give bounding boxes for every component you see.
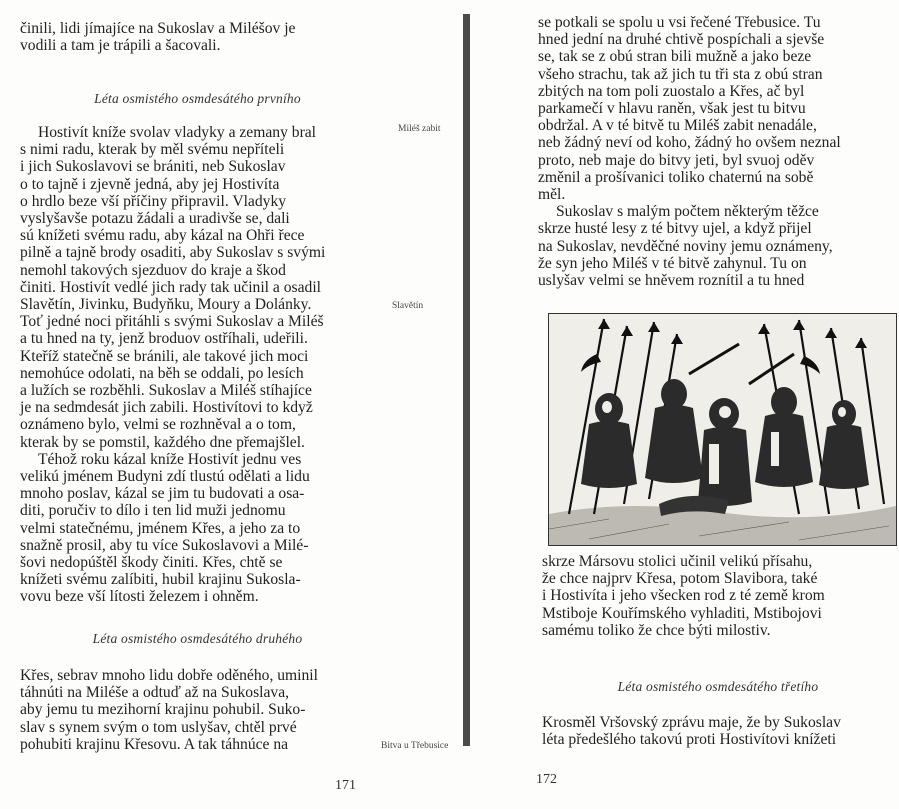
text-line: diti, poručiv to dílo i ten lid muži jednomu	[20, 502, 286, 520]
text-line: proto, neb maje do bitvy jeti, byl svuoj oděv	[538, 151, 815, 169]
text-line: činiti. Hostivít vedlé jich rady tak učinil a osadil	[20, 278, 321, 296]
text-line: i Hostivíta i jeho všecken rod z té země krom	[542, 587, 825, 605]
text-line: skrze husté lesy z té bitvy ujel, a když přijel	[538, 220, 812, 238]
text-line: aby jemu tu mezihorní krajinu pohubil. Suko-	[20, 701, 306, 719]
text-line: skrze Mársovu stolici učinil velikú přísahu,	[542, 553, 813, 570]
text-line: parkamečí v hlavu raněn, však jest tu bitvu	[538, 100, 806, 118]
text-line: Mstiboje Kouřímského vyhladiti, Mstibojovi	[542, 604, 822, 622]
text-line: pilně a tajně brody osaditi, aby Sukoslav s svými	[20, 244, 326, 262]
text-line: obdržal. A v té bitvě tu Miléš zabit nenadále,	[538, 117, 817, 135]
text-line: nemohúce odolati, na běh se oddali, po lesích	[20, 364, 304, 382]
text-line: knížeti svému zalíbiti, hubil krajinu Sukosla-	[20, 571, 301, 589]
text-line: činili, lidi jímajíce na Sukoslav a Miléšov je	[20, 20, 296, 37]
text-line: a lužích se rozběhli. Sukoslav a Miléš stíhajíce	[20, 382, 312, 400]
text-line: pohubiti krajinu Křesovu. A tak táhnúce na	[20, 735, 289, 753]
text-line: na Sukoslav, nevděčné noviny jemu oznámeny,	[538, 237, 833, 255]
text-line: hned jední na druhé chtivě pospíchali a sjevše	[538, 31, 825, 49]
oath-paragraph	[542, 553, 894, 639]
text-line: že chce najprv Křesa, potom Slavibora, také	[542, 570, 818, 588]
margin-note-miles-zabit: Miléš zabit	[398, 124, 441, 134]
text-line: Téhož roku kázal kníže Hostivít jednu ves	[38, 450, 302, 468]
text-line: Slavětín, Jivinku, Budyňku, Moury a Dolánky.	[20, 296, 312, 314]
text-line: vodili a tam je trápili a šacovali.	[20, 37, 221, 55]
text-line: velmi statečnému, jménem Křes, a jeho za to	[20, 519, 301, 537]
battle-woodcut-illustration	[548, 313, 897, 546]
text-line: šovi nedopúštěl škody činiti. Křes, chtě se	[20, 554, 283, 572]
text-line: Krosměl Vršovský zprávu maje, že by Sukoslav	[542, 714, 841, 731]
section-heading-883: Léta osmistého osmdesátého třetího	[617, 679, 819, 694]
text-line: s nimi radu, kterak by měl svému nepříteli	[20, 141, 285, 159]
text-line: oznámeno bylo, velmi se rozhněval a o tom,	[20, 416, 296, 434]
section-883-body	[542, 714, 894, 748]
top-paragraph	[20, 20, 375, 54]
text-line: se potkali se spolu u vsi řečené Třebusice. Tu	[538, 14, 821, 31]
page-number-left: 171	[335, 778, 356, 793]
section-881-body	[20, 124, 375, 606]
text-line: vovu beze vší lítosti železem i ohněm.	[20, 588, 259, 606]
text-line: měl.	[538, 186, 566, 204]
text-line: velikú jménem Budyni zdí tlustú odělati a lidu	[20, 468, 310, 486]
section-heading-882: Léta osmistého osmdesátého druhého	[92, 631, 303, 646]
text-line: změnil a prošívanici toliko chaternú na sobě	[538, 168, 814, 186]
text-line: kterak by se pomstil, každého dne přemajšlel.	[20, 433, 305, 451]
text-line: Kteříž statečně se bránili, ale takové jich moci	[20, 347, 309, 365]
page-number-right: 172	[536, 772, 557, 787]
text-line: léta předešlého takovú proti Hostivítovi knížeti	[542, 731, 837, 749]
text-line: nemohl takových sjezduov do kraje a škod	[20, 261, 286, 279]
text-line: Křes, sebrav mnoho lidu dobře oděného, uminil	[20, 667, 318, 684]
text-line: Hostivít kníže svolav vladyky a zemany bral	[38, 124, 317, 141]
margin-note-slavetin: Slavětín	[392, 301, 424, 311]
text-line: je na sedmdesát jich zabili. Hostivítovi to když	[20, 399, 313, 417]
text-line: Toť jedné noci přitáhli s svými Sukoslav a Miléš	[20, 313, 324, 331]
text-line: Sukoslav s malým počtem některým těžce	[556, 203, 819, 221]
text-line: slav s synem svým o tom uslyšav, chtěl prvé	[20, 718, 297, 736]
text-line: a tu hned na ty, jenž broduov ostříhali, udeřili.	[20, 330, 308, 348]
text-line: táhnúti na Miléše a odtuď až na Sukoslava,	[20, 684, 290, 702]
text-line: uslyšav velmi se hněvem roznítil a tu hned	[538, 272, 805, 290]
woodcut-drawing	[549, 314, 896, 545]
text-line: mnoho poslav, kázal se jim tu budovati a osa-	[20, 485, 305, 503]
battle-paragraph	[538, 14, 894, 289]
text-line: že syn jeho Miléš v té bitvě zahynul. Tu on	[538, 254, 807, 272]
margin-note-bitva: Bitva u Třebusice	[381, 741, 449, 751]
section-heading-881: Léta osmistého osmdesátého prvního	[94, 91, 301, 106]
text-line: vyslyšavše potazu žádali a uradivše se, dali	[20, 210, 290, 228]
text-line: samému toliko že chce býti milostiv.	[542, 621, 771, 639]
text-line: i jich Sukoslavovi se brániti, neb Sukoslav	[20, 158, 286, 176]
text-line: sú knížeti svému radu, aby kázal na Ohři řece	[20, 227, 305, 245]
text-line: o to tajně i zjevně jedná, aby jej Hostivíta	[20, 175, 280, 193]
text-line: o hrdlo beze vší příčiny připravil. Vladyky	[20, 192, 287, 210]
gutter-rule	[463, 14, 470, 746]
text-line: zbitých na tom poli zuostalo a Křes, ač byl	[538, 82, 805, 100]
text-line: se, tak se z obú stran bili mužně a jako beze	[538, 48, 812, 66]
section-882-body	[20, 667, 375, 753]
text-line: všeho strachu, tak až jich tu tři sta z obú stran	[538, 65, 823, 83]
text-line: neb žádný neví od koho, žádný ho ovšem neznal	[538, 134, 841, 152]
text-line: snažně prosil, aby tu více Sukoslavovi a Milé-	[20, 536, 309, 554]
